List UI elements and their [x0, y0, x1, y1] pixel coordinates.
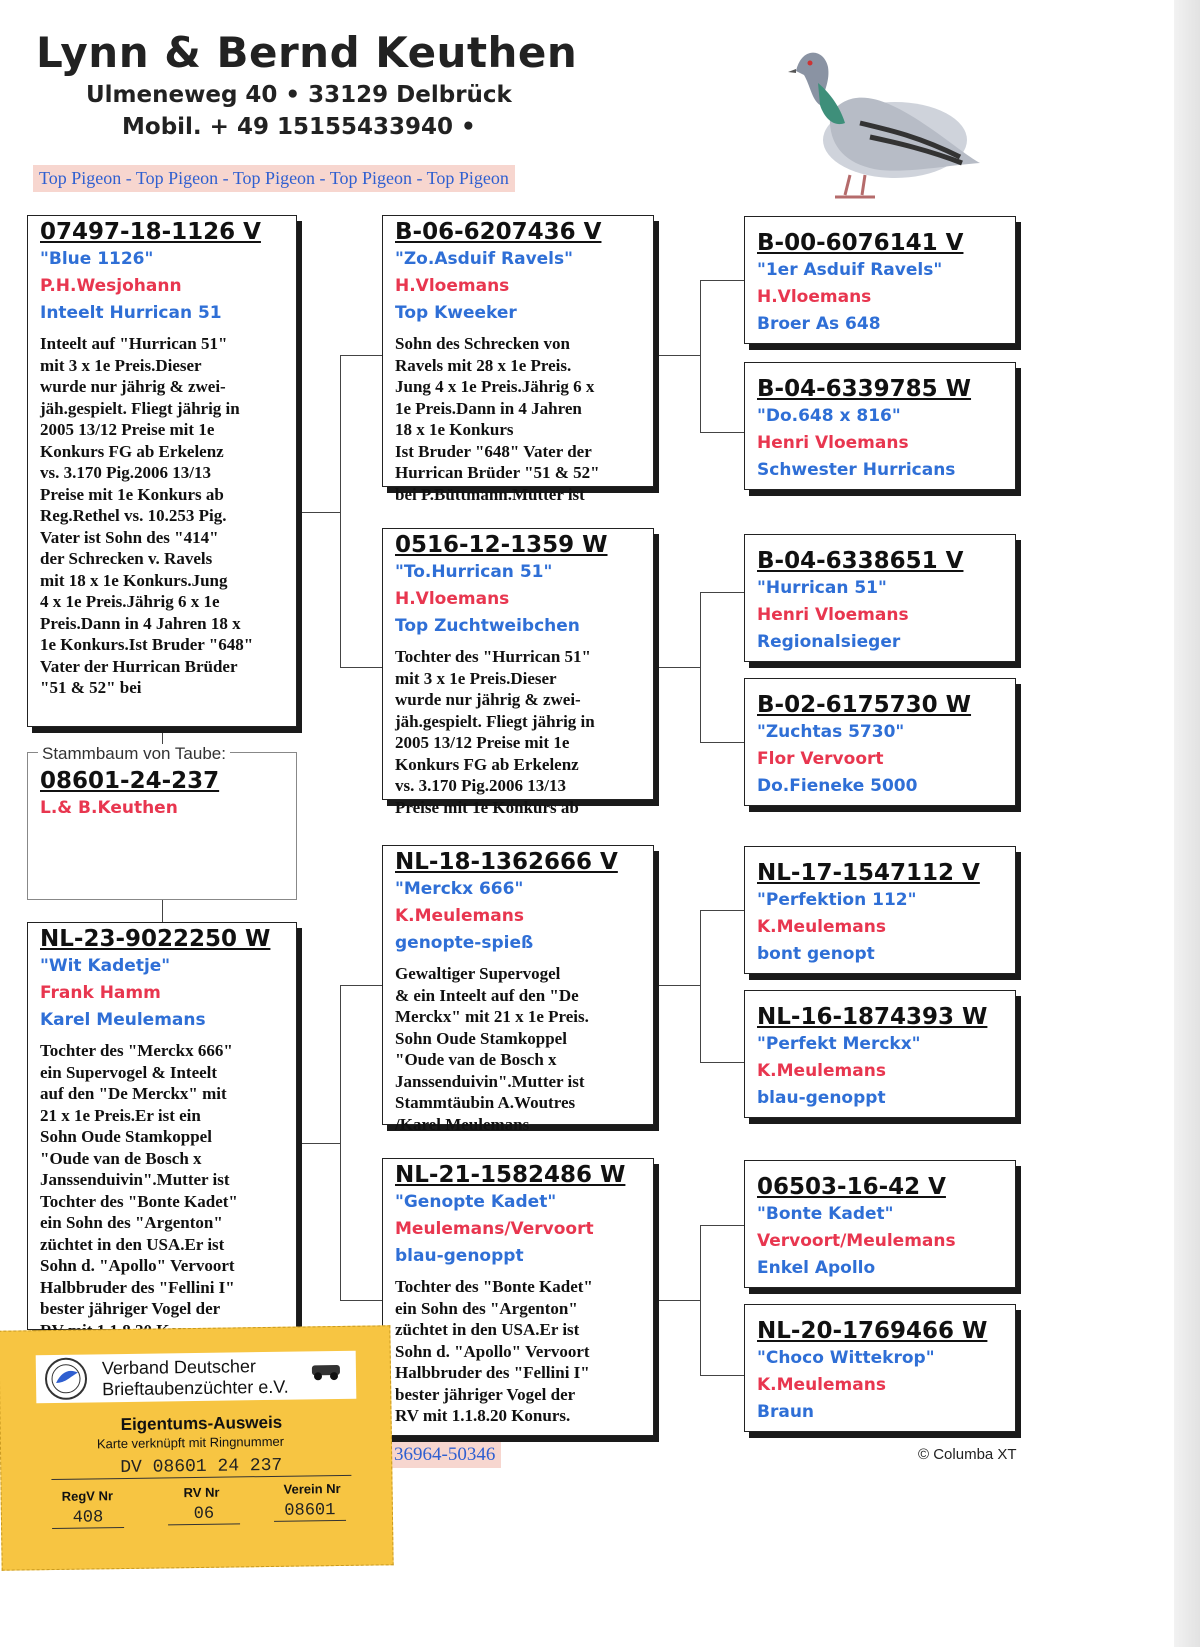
connector: [700, 910, 701, 1062]
pedigree-card-sds[interactable]: [744, 534, 1016, 662]
connector: [654, 355, 700, 356]
rv-label: RV Nr: [183, 1484, 220, 1501]
ring-number: 0516-12-1359 W: [395, 532, 608, 558]
connector: [298, 512, 340, 513]
pigeon-note: Braun: [757, 1402, 815, 1422]
connector: [340, 985, 382, 986]
pigeon-name: "Choco Wittekrop": [757, 1348, 935, 1368]
pigeon-name: "To.Hurrican 51": [395, 562, 553, 582]
card-subtitle: Karte verknüpft mit Ringnummer: [96, 1433, 285, 1452]
pedigree-card-ss[interactable]: [382, 215, 654, 504]
pigeon-note: genopte-spieß: [395, 933, 534, 953]
connector: [654, 1300, 700, 1301]
ring-number: NL-21-1582486 W: [395, 1162, 626, 1188]
pigeon-owner: P.H.Wesjohann: [40, 276, 182, 296]
ownership-card: [0, 1325, 394, 1570]
ring-number: 06503-16-42 V: [757, 1174, 946, 1200]
ring-number: B-00-6076141 V: [757, 230, 964, 256]
connector: [298, 1143, 340, 1144]
pigeon-description: Tochter des "Bonte Kadet" ein Sohn des "Argenton" züchtet in den USA.Er ist Sohn d. "Apollo" Vervoort Halbbruder des "Fellini I" bester jähriger Vogel der RV mit 1.1.8.20 Konurs.: [395, 1277, 593, 1425]
connector: [700, 910, 744, 911]
connector: [700, 742, 744, 743]
regv-value: 408: [52, 1508, 124, 1529]
pedigree-card-sss[interactable]: [744, 216, 1016, 344]
pigeon-note: Regionalsieger: [757, 632, 901, 652]
pigeon-note: Karel Meulemans: [40, 1010, 206, 1030]
pigeon-description: Gewaltiger Supervogel & ein Inteelt auf den "De Merckx" mit 21 x 1e Preis. Sohn Oude Stamkoppel "Oude van de Bosch x Janssenduivin".Mutter ist Stammtäubin A.Woutres /Karel Meulemans: [395, 964, 589, 1134]
ring-number: NL-18-1362666 V: [395, 849, 618, 875]
subject-label: Stammbaum von Taube:: [38, 744, 230, 764]
ring-number: B-04-6339785 W: [757, 376, 972, 402]
card-fields: [52, 1480, 352, 1528]
connector: [700, 280, 701, 432]
connector: [700, 1062, 744, 1063]
pedigree-card-dd[interactable]: [382, 1158, 654, 1436]
connector: [162, 900, 163, 922]
pigeon-owner: K.Meulemans: [757, 1375, 886, 1395]
subject-box: [27, 752, 297, 900]
pedigree-card-ds[interactable]: [382, 845, 654, 1134]
pigeon-name: "Blue 1126": [40, 249, 154, 269]
pigeon-owner: Frank Hamm: [40, 983, 161, 1003]
pigeon-name: "1er Asduif Ravels": [757, 260, 943, 280]
pigeon-name: "Genopte Kadet": [395, 1192, 557, 1212]
card-org-line2: Brieftaubenzüchter e.V.: [102, 1376, 289, 1400]
ring-number: NL-16-1874393 W: [757, 1004, 988, 1030]
pedigree-card-sire[interactable]: [27, 215, 297, 727]
pigeon-owner: Meulemans/Vervoort: [395, 1219, 594, 1239]
ring-number: NL-20-1769466 W: [757, 1318, 988, 1344]
pigeon-name: "Zuchtas 5730": [757, 722, 905, 742]
subject-ring-number: 08601-24-237: [40, 768, 220, 794]
footer-number: 36964-50346: [388, 1442, 501, 1468]
pigeon-note: Schwester Hurricans: [757, 460, 956, 480]
connector: [700, 280, 744, 281]
pedigree-card-dam[interactable]: [27, 922, 297, 1330]
pigeon-owner: H.Vloemans: [395, 276, 510, 296]
pigeon-owner: Henri Vloemans: [757, 605, 909, 625]
top-pigeon-banner: Top Pigeon - Top Pigeon - Top Pigeon - Top Pigeon - Top Pigeon: [33, 165, 515, 192]
pigeon-owner: K.Meulemans: [757, 1061, 886, 1081]
pigeon-note: Inteelt Hurrican 51: [40, 303, 222, 323]
pedigree-card-dds[interactable]: [744, 1160, 1016, 1288]
ring-number: B-02-6175730 W: [757, 692, 972, 718]
pigeon-note: bont genopt: [757, 944, 875, 964]
ring-number: NL-17-1547112 V: [757, 860, 980, 886]
connector: [700, 1225, 701, 1375]
connector: [340, 355, 382, 356]
pigeon-name: "Perfektion 112": [757, 890, 917, 910]
breeder-name: Lynn & Bernd Keuthen: [36, 28, 578, 77]
pedigree-card-sdd[interactable]: [744, 678, 1016, 806]
pigeon-note: Enkel Apollo: [757, 1258, 876, 1278]
connector: [340, 985, 341, 1300]
pigeon-note: Broer As 648: [757, 314, 881, 334]
card-organization: [102, 1356, 289, 1401]
pigeon-owner: Flor Vervoort: [757, 749, 884, 769]
pigeon-name: "Wit Kadetje": [40, 956, 171, 976]
pedigree-card-dss[interactable]: [744, 846, 1016, 974]
pigeon-owner: H.Vloemans: [395, 589, 510, 609]
connector: [340, 355, 341, 667]
copyright-text: © Columba XT: [918, 1446, 1017, 1463]
pigeon-description: Sohn des Schrecken von Ravels mit 28 x 1e Preis. Jung 4 x 1e Preis.Jährig 6 x 1e Preis.Dann in 4 Jahren 18 x 1e Konkurs Ist Bruder "648" Vater der Hurrican Brüder "51 & 52" bei P.Büttmann.Mutter ist: [395, 334, 600, 504]
connector: [700, 592, 744, 593]
connector: [654, 667, 700, 668]
pigeon-name: "Perfekt Merckx": [757, 1034, 921, 1054]
pigeon-description: Inteelt auf "Hurrican 51" mit 3 x 1e Preis.Dieser wurde nur jährig & zwei- jäh.gespielt. Fliegt jährig in 2005 13/12 Preise mit 1e Konkurs FG ab Erkelenz vs. 3.170 Pig.2006 13/13 Preise mit 1e Konkurs ab Reg.Rethel vs. 10.253 Pig. Vater ist Sohn des "414" der Schrecken v. Ravels mit 18 x 1e Konkurs.Jung 4 x 1e Preis.Jährig 6 x 1e Preis.Dann in 4 Jahren 18 x 1e Konkurs.Ist Bruder "648" Vater der Hurrican Brüder "51 & 52" bei: [40, 334, 254, 697]
vdb-logo-icon: [40, 1356, 97, 1401]
ring-number: 07497-18-1126 V: [40, 219, 261, 245]
card-title: Eigentums-Ausweis: [120, 1412, 283, 1435]
pigeon-name: "Merckx 666": [395, 879, 524, 899]
connector: [340, 667, 382, 668]
connector: [700, 432, 744, 433]
connector: [700, 1375, 744, 1376]
pedigree-card-sd[interactable]: [382, 528, 654, 817]
subject-owner: L.& B.Keuthen: [40, 798, 178, 818]
pigeon-note: blau-genoppt: [757, 1088, 886, 1108]
pigeon-owner: K.Meulemans: [395, 906, 524, 926]
car-icon: [308, 1357, 344, 1382]
pigeon-description: Tochter des "Merckx 666" ein Supervogel & Inteelt auf den "De Merckx" mit 21 x 1e Preis.Er ist ein Sohn Oude Stamkoppel "Oude van de Bosch x Janssenduivin".Mutter ist Tochter des "Bonte Kadet" ein Sohn des "Argenton" züchtet in den USA.Er ist Sohn d. "Apollo" Vervoort Halbbruder des "Fellini I" bester jähriger Vogel der: [40, 1041, 238, 1318]
pigeon-note: blau-genoppt: [395, 1246, 524, 1266]
pigeon-name: "Do.648 x 816": [757, 406, 901, 426]
pigeon-note: Top Zuchtweibchen: [395, 616, 580, 636]
connector: [654, 985, 700, 986]
pigeon-illustration: [790, 45, 980, 210]
page-edge: [1174, 0, 1200, 1647]
ring-number: B-06-6207436 V: [395, 219, 602, 245]
pedigree-card-ddd[interactable]: [744, 1304, 1016, 1432]
pigeon-note: Top Kweeker: [395, 303, 517, 323]
pigeon-owner: Henri Vloemans: [757, 433, 909, 453]
pigeon-description: Tochter des "Hurrican 51" mit 3 x 1e Preis.Dieser wurde nur jährig & zwei- jäh.gespielt. Fliegt jährig in 2005 13/12 Preise mit 1e Konkurs FG ab Erkelenz vs. 3.170 Pig.2006 13/13 Preise mit 1e Konkurs ab: [395, 647, 595, 817]
pigeon-name: "Bonte Kadet": [757, 1204, 894, 1224]
pigeon-name: "Hurrican 51": [757, 578, 887, 598]
breeder-address: Ulmeneweg 40 • 33129 Delbrück: [86, 82, 512, 108]
pigeon-owner: Vervoort/Meulemans: [757, 1231, 956, 1251]
regv-label: RegV Nr: [61, 1488, 114, 1504]
pigeon-name: "Zo.Asduif Ravels": [395, 249, 573, 269]
pigeon-note: Do.Fieneke 5000: [757, 776, 918, 796]
ring-number: B-04-6338651 V: [757, 548, 964, 574]
pigeon-owner: K.Meulemans: [757, 917, 886, 937]
card-ring-number: DV 08601 24 237: [51, 1451, 351, 1480]
verein-label: Verein Nr: [283, 1480, 341, 1497]
rv-value: 06: [168, 1504, 240, 1525]
connector: [700, 592, 701, 742]
connector: [340, 1300, 382, 1301]
pedigree-card-dsd[interactable]: [744, 990, 1016, 1118]
pigeon-owner: H.Vloemans: [757, 287, 872, 307]
card-org-line1: Verband Deutscher: [101, 1356, 257, 1379]
breeder-mobile: Mobil. + 49 15155433940 •: [122, 114, 476, 140]
verein-value: 08601: [274, 1501, 346, 1522]
pedigree-card-ssd[interactable]: [744, 362, 1016, 490]
ring-number: NL-23-9022250 W: [40, 926, 271, 952]
connector: [700, 1225, 744, 1226]
